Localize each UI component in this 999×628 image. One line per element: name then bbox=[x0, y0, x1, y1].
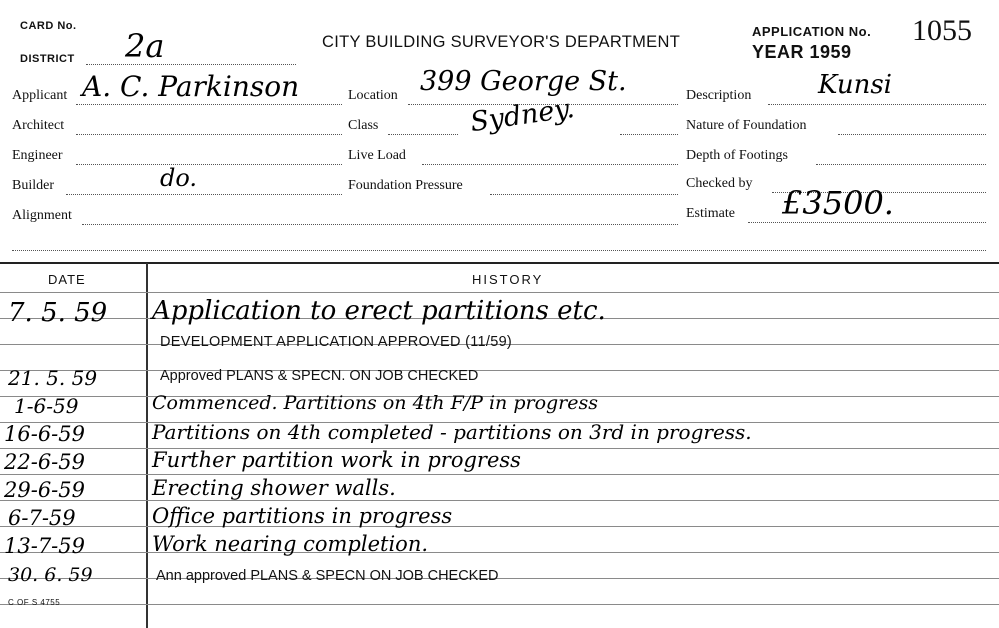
location-value: 399 George St. bbox=[420, 66, 627, 97]
applicant-label: Applicant bbox=[12, 88, 68, 103]
nature-line bbox=[838, 134, 986, 135]
location-value-line2: Sydney. bbox=[468, 92, 577, 139]
card-no-label: CARD No. bbox=[20, 20, 77, 32]
table-row-history: Further partition work in progress bbox=[152, 448, 521, 472]
table-row-history: Partitions on 4th completed - partitions on 3rd in progress. bbox=[152, 420, 752, 444]
foundation-pressure-label: Foundation Pressure bbox=[348, 178, 463, 193]
class-label: Class bbox=[348, 118, 379, 133]
checked-by-label: Checked by bbox=[686, 176, 753, 191]
table-row-history: DEVELOPMENT APPLICATION APPROVED (11/59) bbox=[160, 334, 513, 350]
estimate-line bbox=[748, 222, 986, 223]
builder-line bbox=[66, 194, 342, 195]
nature-label: Nature of Foundation bbox=[686, 118, 807, 133]
builder-label: Builder bbox=[12, 178, 54, 193]
row-rule bbox=[0, 474, 999, 475]
table-row-history: Commenced. Partitions on 4th F/P in progress bbox=[152, 392, 598, 414]
row-rule bbox=[0, 578, 999, 579]
builder-value: do. bbox=[160, 164, 198, 192]
district-dotted-line bbox=[86, 64, 296, 65]
district-value: 2a bbox=[125, 27, 165, 65]
applicant-value: A. C. Parkinson bbox=[82, 70, 300, 103]
architect-label: Architect bbox=[12, 118, 65, 133]
alignment-label: Alignment bbox=[12, 208, 72, 223]
table-row-history: Office partitions in progress bbox=[152, 504, 453, 528]
year-label: YEAR 1959 bbox=[752, 42, 852, 62]
row-rule bbox=[0, 552, 999, 553]
depth-label: Depth of Footings bbox=[686, 148, 788, 163]
department-title: CITY BUILDING SURVEYOR'S DEPARTMENT bbox=[322, 33, 681, 51]
row-rule bbox=[0, 526, 999, 527]
form-code: C OF S 4755 bbox=[8, 598, 61, 607]
live-load-line bbox=[422, 164, 678, 165]
table-row-history: Application to erect partitions etc. bbox=[152, 296, 606, 326]
history-column-header: HISTORY bbox=[472, 272, 544, 287]
table-row-date: 7. 5. 59 bbox=[8, 298, 108, 328]
foundation-pressure-line bbox=[490, 194, 678, 195]
location-label: Location bbox=[348, 88, 398, 103]
table-row-date: 13-7-59 bbox=[4, 534, 85, 558]
table-row-date: 30. 6. 59 bbox=[8, 564, 93, 586]
table-row-history: Erecting shower walls. bbox=[152, 476, 396, 500]
table-row-date: 1-6-59 bbox=[14, 394, 79, 418]
row-rule bbox=[0, 292, 999, 293]
table-top-rule bbox=[0, 262, 999, 264]
table-row-date: 16-6-59 bbox=[4, 422, 85, 446]
engineer-line bbox=[76, 164, 342, 165]
blank-line bbox=[12, 250, 986, 251]
table-row-date: 21. 5. 59 bbox=[8, 366, 98, 390]
row-rule bbox=[0, 604, 999, 605]
description-value: Kunsi bbox=[818, 70, 893, 100]
description-line bbox=[768, 104, 986, 105]
estimate-label: Estimate bbox=[686, 206, 735, 221]
description-label: Description bbox=[686, 88, 752, 103]
table-row-date: 22-6-59 bbox=[4, 450, 85, 474]
class-line-a bbox=[388, 134, 458, 135]
table-row-history: Approved PLANS & SPECN. ON JOB CHECKED bbox=[160, 368, 479, 384]
table-row-date: 29-6-59 bbox=[4, 478, 85, 502]
class-line-b bbox=[620, 134, 678, 135]
district-label: DISTRICT bbox=[20, 53, 75, 65]
row-rule bbox=[0, 500, 999, 501]
live-load-label: Live Load bbox=[348, 148, 406, 163]
alignment-line bbox=[82, 224, 678, 225]
table-row-date: 6-7-59 bbox=[8, 506, 76, 530]
depth-line bbox=[816, 164, 986, 165]
date-column-header: DATE bbox=[48, 272, 86, 287]
engineer-label: Engineer bbox=[12, 148, 63, 163]
applicant-line bbox=[76, 104, 342, 105]
table-row-history: Work nearing completion. bbox=[152, 532, 429, 556]
table-row-history: Ann approved PLANS & SPECN ON JOB CHECKED bbox=[156, 568, 499, 584]
application-no-label: APPLICATION No. bbox=[752, 24, 872, 39]
architect-line bbox=[76, 134, 342, 135]
estimate-value: £3500. bbox=[782, 184, 894, 222]
application-no: 1055 bbox=[912, 14, 972, 47]
row-rule bbox=[0, 370, 999, 371]
